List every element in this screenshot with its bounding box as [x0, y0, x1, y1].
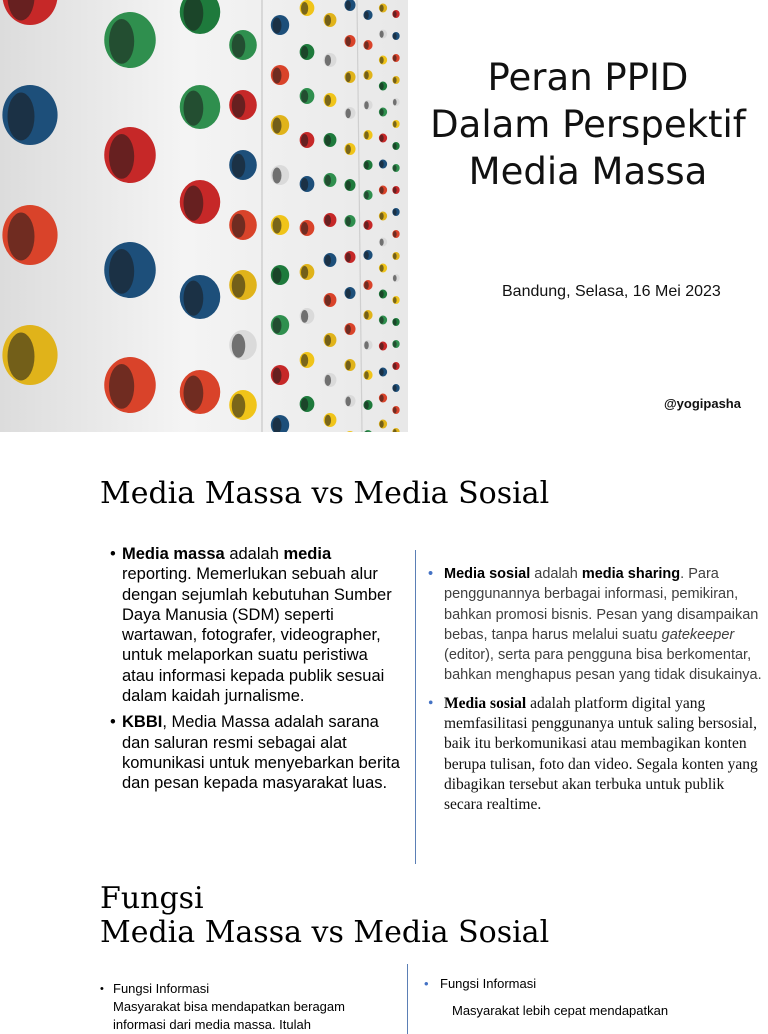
wall-hole-shadow — [393, 231, 397, 237]
wall-hole-shadow — [393, 297, 397, 303]
wall-hole-shadow — [232, 214, 246, 238]
wall-hole-shadow — [346, 1, 351, 11]
wall-hole-shadow — [364, 371, 369, 379]
wall-hole-shadow — [184, 281, 204, 316]
wall-hole-shadow — [364, 191, 369, 199]
date-line: Bandung, Selasa, 16 Mei 2023 — [502, 283, 721, 300]
wall-hole-shadow — [364, 41, 369, 49]
wall-hole-shadow — [380, 57, 384, 64]
wall-hole-shadow — [364, 221, 369, 229]
column-divider — [415, 550, 416, 865]
wall-hole-shadow — [380, 135, 384, 142]
bullet-item — [424, 974, 754, 994]
wall-hole-shadow — [325, 335, 331, 346]
bullet-dot-icon: • — [110, 713, 116, 732]
bullet-description: Masyarakat lebih cepat mendapatkan — [452, 1003, 669, 1018]
wall-hole-shadow — [364, 251, 369, 259]
wall-hole-shadow — [380, 421, 384, 428]
wall-hole-shadow — [109, 19, 134, 64]
bold-term: Media massa — [122, 545, 225, 563]
wall-hole-shadow — [325, 375, 331, 386]
wall-hole-shadow — [364, 281, 369, 289]
wall-hole-shadow — [346, 217, 351, 227]
slide-heading: Media Massa vs Media Sosial — [100, 476, 550, 511]
bullet-text: reporting. Memerlukan sebuah alur dengan sejumlah kebutuhan Sumber Daya Manusia (SDM) seperti wartawan, fotografer, videographer, untuk melaporkan suatu peristiwa atau informasi kepada publik sesuai dalam kaidah jurnalisme. — [122, 565, 392, 706]
bullet-item — [100, 980, 400, 998]
wall-hole-shadow — [393, 121, 397, 127]
wall-hole-shadow — [301, 266, 308, 279]
wall-hole-shadow — [364, 161, 369, 169]
bold-term: Media sosial — [444, 566, 531, 582]
wall-hole-shadow — [109, 364, 134, 409]
bullet-text: (editor), serta para pengguna bisa berkomentar, bahkan menghapus pesan yang tidak disukainya. — [444, 647, 762, 684]
wall-hole-shadow — [364, 71, 369, 79]
wall-hole-shadow — [184, 186, 204, 221]
bullet-dot-icon: • — [428, 694, 434, 712]
wall-hole-shadow — [325, 175, 331, 186]
wall-hole-shadow — [8, 333, 35, 381]
wall-hole-shadow — [380, 369, 384, 376]
wall-hole-shadow — [380, 83, 384, 90]
media-massa-column — [110, 544, 402, 794]
wall-hole-shadow — [393, 99, 397, 105]
wall-hole-shadow — [232, 94, 246, 118]
fungsi-media-sosial-column — [424, 974, 754, 1021]
wall-hole-shadow — [325, 295, 331, 306]
wall-hole-shadow — [301, 354, 308, 367]
wall-hole-shadow — [380, 5, 384, 12]
wall-hole-shadow — [393, 275, 397, 281]
wall-hole-shadow — [346, 109, 351, 119]
wall-hole-shadow — [232, 334, 246, 358]
title-line: Media Massa — [468, 150, 708, 193]
wall-hole-shadow — [301, 134, 308, 147]
wall-hole-shadow — [184, 91, 204, 126]
wall-hole-shadow — [393, 385, 397, 391]
bullet-dot-icon: • — [424, 976, 429, 991]
wall-hole-shadow — [273, 318, 282, 334]
bold-term: media sharing — [581, 566, 681, 582]
wall-hole-shadow — [380, 109, 384, 116]
wall-hole-shadow — [325, 255, 331, 266]
wall-hole-shadow — [393, 253, 397, 259]
bullet-text: adalah — [530, 566, 582, 582]
wall-hole-shadow — [380, 161, 384, 168]
wall-hole-shadow — [380, 187, 384, 194]
wall-hole-shadow — [364, 401, 369, 409]
wall-hole-shadow — [325, 135, 331, 146]
wall-hole-shadow — [273, 118, 282, 134]
bullet-text: . Para penggunannya berbagai informasi, pemikiran, bahkan promosi bisnis. Pesan yang disampaikan bebas, tanpa harus melalui suatu — [444, 566, 759, 643]
bold-term: KBBI — [122, 713, 163, 732]
wall-hole-shadow — [273, 218, 282, 234]
wall-hole-shadow — [8, 93, 35, 141]
wall-hole-shadow — [273, 168, 282, 184]
italic-term: gatekeeper — [661, 626, 735, 643]
title-line: Peran PPID — [487, 56, 689, 99]
wall-hole-shadow — [346, 181, 351, 191]
wall-hole-shadow — [325, 95, 331, 106]
bullet-item — [428, 564, 762, 686]
wall-hole-shadow — [364, 101, 369, 109]
wall-hole-shadow — [301, 178, 308, 191]
wall-hole-shadow — [273, 368, 282, 384]
bold-term: Media sosial — [444, 694, 527, 712]
wall-hole-shadow — [184, 376, 204, 411]
wall-hole-shadow — [232, 154, 246, 178]
title-line: Dalam Perspektif — [430, 103, 746, 146]
wall-hole-shadow — [393, 187, 397, 193]
dotted-wall-photo — [0, 0, 408, 432]
bullet-dot-icon: • — [100, 983, 104, 995]
wall-hole-shadow — [232, 394, 246, 418]
wall-hole-shadow — [380, 213, 384, 220]
wall-hole-shadow — [380, 291, 384, 298]
wall-hole-shadow — [393, 407, 397, 413]
wall-hole-shadow — [301, 46, 308, 59]
wall-hole-shadow — [8, 213, 35, 261]
wall-hole-shadow — [364, 131, 369, 139]
wall-hole-shadow — [380, 239, 384, 246]
wall-hole-shadow — [232, 274, 246, 298]
slide-comparison — [0, 432, 768, 864]
wall-hole-shadow — [109, 249, 134, 294]
bullet-text: adalah — [224, 545, 284, 563]
wall-hole-shadow — [109, 134, 134, 179]
wall-hole-shadow — [273, 18, 282, 34]
bullet-dot-icon: • — [428, 566, 434, 582]
wall-hole-shadow — [393, 33, 397, 39]
wall-hole-shadow — [346, 325, 351, 335]
wall-hole-shadow — [393, 363, 397, 369]
slide-heading: Fungsi — [100, 881, 204, 916]
bullet-label: Fungsi Informasi — [440, 976, 537, 991]
wall-hole-shadow — [232, 34, 246, 58]
wall-hole-shadow — [325, 55, 331, 66]
fungsi-media-massa-column — [100, 980, 400, 1034]
wall-hole-shadow — [325, 415, 331, 426]
wall-hole-shadow — [380, 31, 384, 38]
media-sosial-column — [428, 564, 762, 816]
bullet-item — [110, 712, 402, 793]
wall-hole-shadow — [273, 68, 282, 84]
wall-hole-shadow — [393, 11, 397, 17]
wall-hole-shadow — [364, 311, 369, 319]
wall-hole-shadow — [346, 37, 351, 47]
wall-hole-shadow — [301, 222, 308, 235]
wall-hole-shadow — [393, 341, 397, 347]
slide-fungsi — [0, 864, 768, 1032]
wall-hole-shadow — [380, 343, 384, 350]
wall-hole-shadow — [301, 310, 308, 323]
wall-hole-shadow — [346, 289, 351, 299]
bullet-item — [110, 544, 402, 706]
slide-subheading: Media Massa vs Media Sosial — [100, 915, 550, 950]
wall-hole-shadow — [380, 265, 384, 272]
slide-title — [0, 0, 768, 432]
wall-hole-shadow — [301, 90, 308, 103]
wall-hole-shadow — [346, 73, 351, 83]
wall-hole-shadow — [325, 15, 331, 26]
bold-term: media — [283, 545, 332, 563]
wall-hole-shadow — [393, 165, 397, 171]
presentation-title — [408, 54, 768, 195]
author-handle: @yogipasha — [664, 396, 741, 411]
wall-hole-shadow — [364, 341, 369, 349]
wall-hole-shadow — [393, 143, 397, 149]
bullet-text: adalah platform digital yang memfasilitasi penggunanya untuk saling bersosial, baik itu berkomunikasi atau membagikan konten berupa tulisan, foto dan video. Segala konten yang dibagikan tersebut akan terbuka untuk publik secara realtime. — [444, 694, 758, 814]
wall-hole-shadow — [380, 317, 384, 324]
wall-hole-shadow — [346, 145, 351, 155]
wall-hole-shadow — [364, 11, 369, 19]
wall-hole-shadow — [393, 55, 397, 61]
bullet-description: Masyarakat bisa mendapatkan beragam informasi dari media massa. Itulah — [113, 999, 345, 1032]
wall-hole-shadow — [393, 209, 397, 215]
bullet-label: Fungsi Informasi — [113, 981, 210, 996]
bullet-text: , Media Massa adalah sarana dan saluran resmi sebagai alat komunikasi untuk menyebarkan berita dan pesan kepada masyarakat luas. — [122, 713, 400, 793]
wall-hole-shadow — [393, 77, 397, 83]
wall-hole-shadow — [301, 2, 308, 15]
wall-hole-shadow — [393, 319, 397, 325]
wall-hole-shadow — [346, 397, 351, 407]
wall-hole-shadow — [273, 268, 282, 284]
bullet-item — [428, 694, 762, 816]
wall-hole-shadow — [380, 395, 384, 402]
wall-hole-shadow — [346, 252, 351, 262]
wall-hole-shadow — [325, 215, 331, 226]
bullet-dot-icon: • — [110, 545, 116, 563]
wall-hole-shadow — [301, 398, 308, 411]
wall-hole-shadow — [346, 361, 351, 371]
